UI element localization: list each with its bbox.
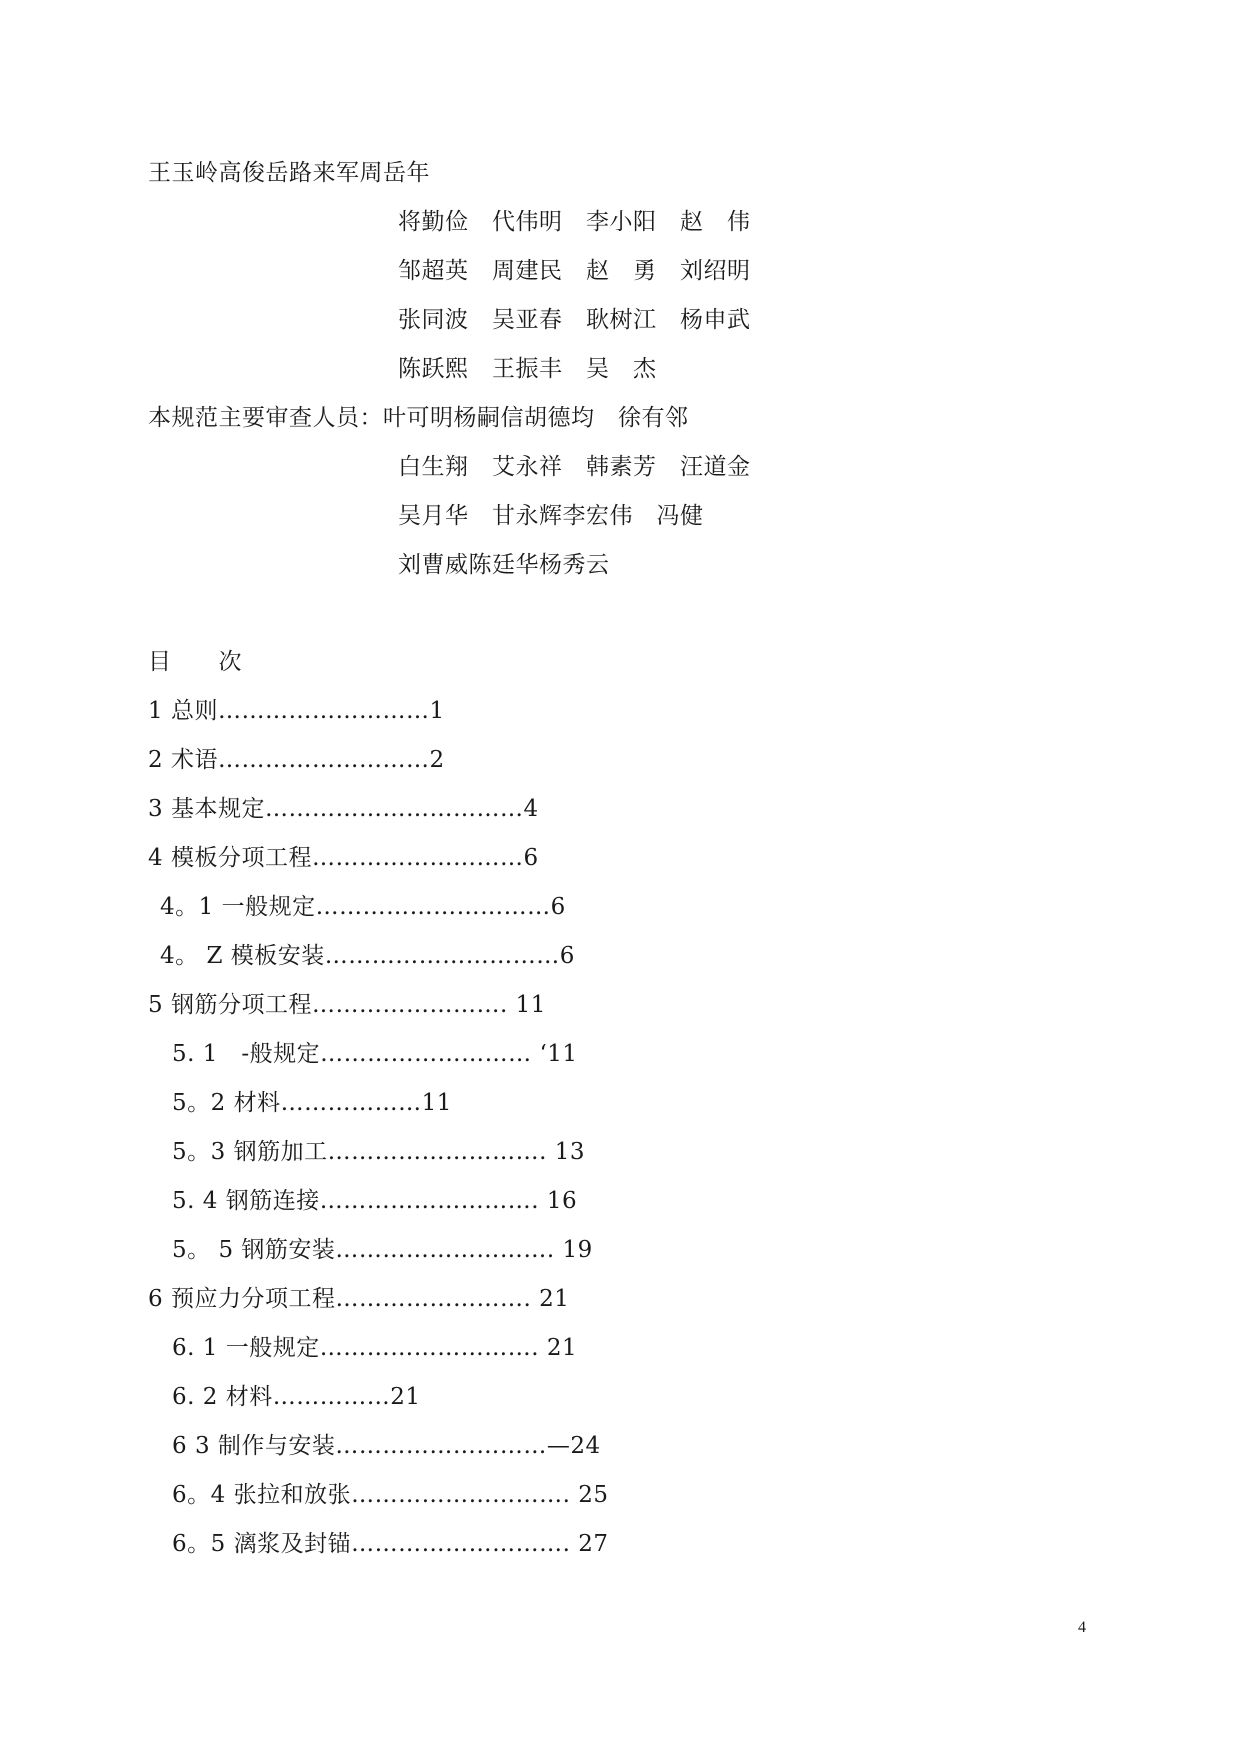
staff-line-1: 王玉岭高俊岳路来军周岳年 <box>148 160 430 186</box>
toc-entry: 4 模板分项工程………………………6 <box>148 845 539 871</box>
reviewers-line-3: 吴月华 甘永辉李宏伟 冯健 <box>398 503 704 529</box>
reviewers-line-2: 白生翔 艾永祥 韩素芳 汪道金 <box>398 454 751 480</box>
toc-entry: 3 基本规定……………………………4 <box>148 796 539 822</box>
toc-entry: 4。1 一般规定…………………………6 <box>160 894 566 920</box>
toc-entry: 5 钢筋分项工程……………………. 11 <box>148 992 546 1018</box>
toc-entry: 5. 1 -般规定……………………… ‘11 <box>172 1041 578 1067</box>
toc-entry: 5. 4 钢筋连接………………………. 16 <box>172 1188 578 1214</box>
reviewers-line-4: 刘曹威陈廷华杨秀云 <box>398 552 610 578</box>
toc-entry: 5。3 钢筋加工………………………. 13 <box>172 1139 585 1165</box>
staff-line-5: 陈跃熙 王振丰 吴 杰 <box>398 356 657 382</box>
toc-title: 目 次 <box>148 649 242 675</box>
toc-entry: 5。2 材料………………11 <box>172 1090 452 1116</box>
staff-line-4: 张同波 吴亚春 耿树江 杨申武 <box>398 307 751 333</box>
reviewers-line-1: 本规范主要审查人员：叶可明杨嗣信胡德均 徐有邻 <box>148 405 689 431</box>
toc-entry: 6 3 制作与安装………………………—24 <box>172 1433 601 1459</box>
toc-entry: 1 总则………………………1 <box>148 698 445 724</box>
staff-line-2: 将勤俭 代伟明 李小阳 赵 伟 <box>398 209 751 235</box>
toc-entry: 6. 1 一般规定………………………. 21 <box>172 1335 578 1361</box>
toc-entry: 6。5 漓浆及封锚………………………. 27 <box>172 1531 609 1557</box>
toc-entry: 4。 Z 模板安装…………………………6 <box>160 943 575 969</box>
toc-entry: 6。4 张拉和放张………………………. 25 <box>172 1482 609 1508</box>
toc-entry: 6 预应力分项工程……………………. 21 <box>148 1286 570 1312</box>
page-number: 4 <box>1078 1619 1086 1636</box>
staff-line-3: 邹超英 周建民 赵 勇 刘绍明 <box>398 258 751 284</box>
toc-entry: 2 术语………………………2 <box>148 747 445 773</box>
toc-entry: 6. 2 材料……………21 <box>172 1384 421 1410</box>
toc-entry: 5。 5 钢筋安装………………………. 19 <box>172 1237 593 1263</box>
